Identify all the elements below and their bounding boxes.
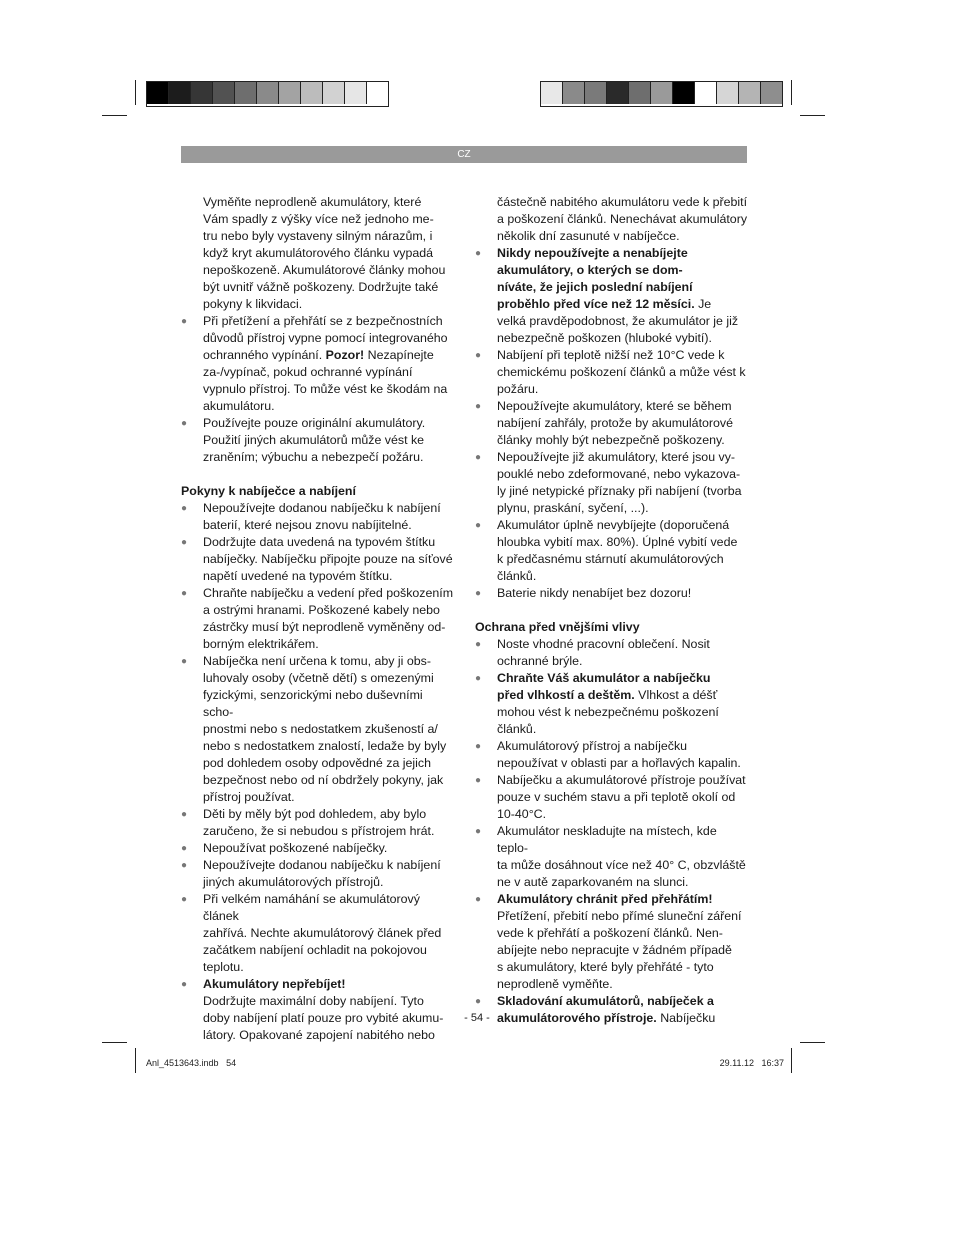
bullet-icon: ●: [181, 316, 188, 327]
list-item: [181, 534, 456, 585]
bullet-icon: ●: [181, 537, 188, 548]
item-text: částečně nabitého akumulátoru vede k přebití a poškození článků. Nenechávat akumulátory několik dní zasunuté v nabíječce.: [497, 195, 748, 243]
item-text: Nepoužívejte již akumulátory, které jsou vy- pouklé nebo zdeformované, nebo vykazova- ly jiné netypické příznaky při nabíjení (tvorba plynu, praskání, syčení, ...).: [497, 450, 742, 515]
bullet-icon: ●: [181, 860, 188, 871]
color-swatch: [367, 82, 388, 104]
item-text: Nepoužívat poškozené nabíječky.: [203, 841, 388, 855]
crop-mark: [102, 115, 127, 116]
item-text: Používejte pouze originální akumulátory. Použití jiných akumulátorů může vést ke zraněním; výbuchu a nebezpečí požáru.: [203, 416, 426, 464]
list-item: [475, 347, 750, 398]
item-text: Akumulátor úplně nevybíjejte (doporučená hloubka vybití max. 80%). Úplné vybití vede k předčasnému stárnutí akumulátorových článků.: [497, 518, 738, 583]
list-item: [181, 415, 456, 466]
left-column: [181, 177, 456, 1044]
color-swatch: [191, 82, 213, 104]
bullet-icon: ●: [475, 350, 482, 361]
color-swatch: [563, 82, 585, 104]
list-item: [475, 245, 750, 347]
crop-mark: [135, 80, 136, 105]
file-name: Anl_4513643.indb 54: [146, 1058, 237, 1068]
list-item: [475, 517, 750, 585]
item-bold-text: Akumulátory nepřebíjet!: [203, 977, 346, 991]
item-text: Děti by měly být pod dohledem, aby bylo zaručeno, že si nebudou s přístrojem hrát.: [203, 807, 435, 838]
color-bar-right: [540, 81, 783, 107]
color-bar-left: [146, 81, 389, 107]
page-number: - 54 -: [464, 1012, 490, 1024]
list-item: [181, 806, 456, 840]
bullet-icon: ●: [181, 843, 188, 854]
right-column: [475, 177, 750, 1027]
color-swatch: [695, 82, 717, 104]
list-item: [475, 891, 750, 993]
list-item: [181, 313, 456, 415]
list-item: [475, 738, 750, 772]
list-item: [181, 840, 456, 857]
crop-mark: [102, 1042, 127, 1043]
list-item: [181, 976, 456, 1044]
list-group: [475, 245, 750, 602]
item-bold-text: Pozor!: [325, 348, 365, 362]
list-item: [475, 670, 750, 738]
color-swatch: [651, 82, 673, 104]
item-text: Při velkém namáhání se akumulátorový článek zahřívá. Nechte akumulátorový článek před začátkem nabíjení ochladit na pokojovou teplotu.: [203, 892, 442, 974]
item-text: Nepoužívejte dodanou nabíječku k nabíjení jiných akumulátorových přístrojů.: [203, 858, 441, 889]
list-item: [181, 891, 456, 976]
item-text: Noste vhodné pracovní oblečení. Nosit ochranné brýle.: [497, 637, 710, 668]
list-item: [475, 585, 750, 602]
bullet-icon: ●: [475, 826, 482, 837]
color-swatch: [257, 82, 279, 104]
item-text: Nezapínejte za-/vypínač, pokud ochranné vypínání vypnulo přístroj. To může vést ke škodám na akumulátoru.: [203, 348, 448, 413]
item-bold-text: Akumulátory chránit před přehřátím!: [497, 892, 713, 906]
list-item: [181, 585, 456, 653]
section-heading: Ochrana před vnějšími vlivy: [475, 620, 640, 634]
timestamp: 29.11.12 16:37: [719, 1058, 784, 1068]
item-text: Chraňte nabíječku a vedení před poškozením a ostrými hranami. Poškozené kabely nebo zástrčky musí být neprodleně vyměněny od- borným elektrikářem.: [203, 586, 454, 651]
language-label: CZ: [457, 149, 471, 160]
list-item: [181, 857, 456, 891]
bullet-icon: ●: [475, 996, 482, 1007]
crop-mark: [135, 1048, 136, 1073]
bullet-icon: ●: [181, 503, 188, 514]
item-text: Akumulátorový přístroj a nabíječku nepoužívat v oblasti par a hořlavých kapalin.: [497, 739, 741, 770]
section-heading: Pokyny k nabíječce a nabíjení: [181, 484, 356, 498]
item-text: Nepoužívejte akumulátory, které se během nabíjení zahřály, protože by akumulátorové články mohly být nebezpečně poškozeny.: [497, 399, 734, 447]
color-swatch: [213, 82, 235, 104]
bullet-icon: ●: [475, 520, 482, 531]
color-swatch: [235, 82, 257, 104]
bullet-icon: ●: [475, 741, 482, 752]
list-item: [475, 772, 750, 823]
color-swatch: [629, 82, 651, 104]
list-item: [475, 398, 750, 449]
bullet-icon: ●: [475, 452, 482, 463]
list-item: [181, 500, 456, 534]
list-item: [181, 177, 456, 313]
color-swatch: [541, 82, 563, 104]
item-text: Vlhkost a déšť mohou vést k nebezpečnému poškození článků.: [497, 688, 719, 736]
crop-mark: [791, 1048, 792, 1073]
color-swatch: [717, 82, 739, 104]
item-text: Baterie nikdy nenabíjet bez dozoru!: [497, 586, 692, 600]
bullet-icon: ●: [475, 775, 482, 786]
bullet-icon: ●: [475, 894, 482, 905]
item-text: Nabíjení při teplotě nižší než 10°C vede k chemickému poškození článků a může vést k požáru.: [497, 348, 746, 396]
language-bar: [181, 146, 747, 163]
crop-mark: [800, 115, 825, 116]
color-swatch: [739, 82, 761, 104]
color-swatch: [301, 82, 323, 104]
bullet-icon: ●: [181, 894, 188, 905]
bullet-icon: ●: [181, 979, 188, 990]
item-text: Nabíječku: [656, 1011, 716, 1025]
color-swatch: [169, 82, 191, 104]
bullet-icon: ●: [181, 418, 188, 429]
list-group: [181, 313, 456, 466]
list-item: [475, 177, 750, 245]
item-text: Dodržujte maximální doby nabíjení. Tyto doby nabíjení platí pouze pro vybité akumu- látory. Opakované zapojení nabitého nebo: [203, 994, 444, 1042]
bullet-icon: ●: [475, 248, 482, 259]
bullet-icon: ●: [181, 588, 188, 599]
list-group: [475, 636, 750, 1027]
item-text: Je velká pravděpodobnost, že akumulátor je již nebezpečně poškozen (hluboké vybití).: [497, 297, 739, 345]
bullet-icon: ●: [475, 588, 482, 599]
item-text: Nabíječku a akumulátorové přístroje používat pouze v suchém stavu a při teplotě okolí od 10-40°C.: [497, 773, 746, 821]
color-swatch: [585, 82, 607, 104]
list-item: [475, 636, 750, 670]
bullet-icon: ●: [475, 639, 482, 650]
bullet-icon: ●: [181, 809, 188, 820]
item-bold-text: Chraňte Váš akumulátor a nabíječku před vlhkostí a deštěm.: [497, 671, 711, 702]
item-text: Vyměňte neprodleně akumulátory, které Vám spadly z výšky více než jednoho me- tru nebo byly vystaveny silným nárazům, i když kryt akumulátorového článku vypadá nepoškozeně. Akumulátorové články mohou být uvnitř vážně poškozeny. Dodržujte také pokyny k likvidaci.: [203, 195, 446, 311]
list-item: [181, 653, 456, 806]
item-text: Akumulátor neskladujte na místech, kde teplo- ta může dosáhnout více než 40° C, obzvláště ne v autě zaparkovaném na slunci.: [497, 824, 746, 889]
item-text: Nepoužívejte dodanou nabíječku k nabíjení baterií, které nejsou znovu nabíjitelné.: [203, 501, 441, 532]
crop-mark: [800, 1042, 825, 1043]
color-swatch: [761, 82, 782, 104]
item-text: Při přetížení a přehřátí se z bezpečnostních důvodů přístroj vypne pomocí integrovaného ochranného vypínání.: [203, 314, 448, 362]
color-swatch: [147, 82, 169, 104]
crop-mark: [791, 80, 792, 105]
item-text: Nabíječka není určena k tomu, aby ji obs- luhovaly osoby (včetně dětí) s omezenými fyzickými, senzorickými nebo duševními scho- pnostmi nebo s nedostatkem zkušeností a/ nebo s nedostatkem znalostí, ledaže by byly pod dohledem osoby odpovědné za jejich bezpečnost nebo od ní obdržely pokyny, jak přístroj používat.: [203, 654, 447, 804]
item-text: Dodržujte data uvedená na typovém štítku nabíječky. Nabíječku připojte pouze na síťové napětí uvedené na typovém štítku.: [203, 535, 453, 583]
color-swatch: [279, 82, 301, 104]
item-bold-text: Skladování akumulátorů, nabíječek a akumulátorového přístroje.: [497, 994, 714, 1025]
color-swatch: [607, 82, 629, 104]
item-text: Přetížení, přebití nebo přímé sluneční záření vede k přehřátí a poškození článků. Nen- abíjejte nebo nepracujte v žádném případě s akumulátory, které byly přehřáté - tyto neprodleně vyměňte.: [497, 909, 742, 991]
color-swatch: [673, 82, 695, 104]
list-item: [475, 449, 750, 517]
color-swatch: [345, 82, 367, 104]
bullet-icon: ●: [475, 401, 482, 412]
bullet-icon: ●: [181, 656, 188, 667]
color-swatch: [323, 82, 345, 104]
bullet-icon: ●: [475, 673, 482, 684]
item-bold-text: Nikdy nepoužívejte a nenabíjejte akumulátory, o kterých se dom- níváte, že jejich poslední nabíjení proběhlo před více než 12 měsíci.: [497, 246, 695, 311]
list-group: [181, 500, 456, 1044]
list-item: [475, 823, 750, 891]
